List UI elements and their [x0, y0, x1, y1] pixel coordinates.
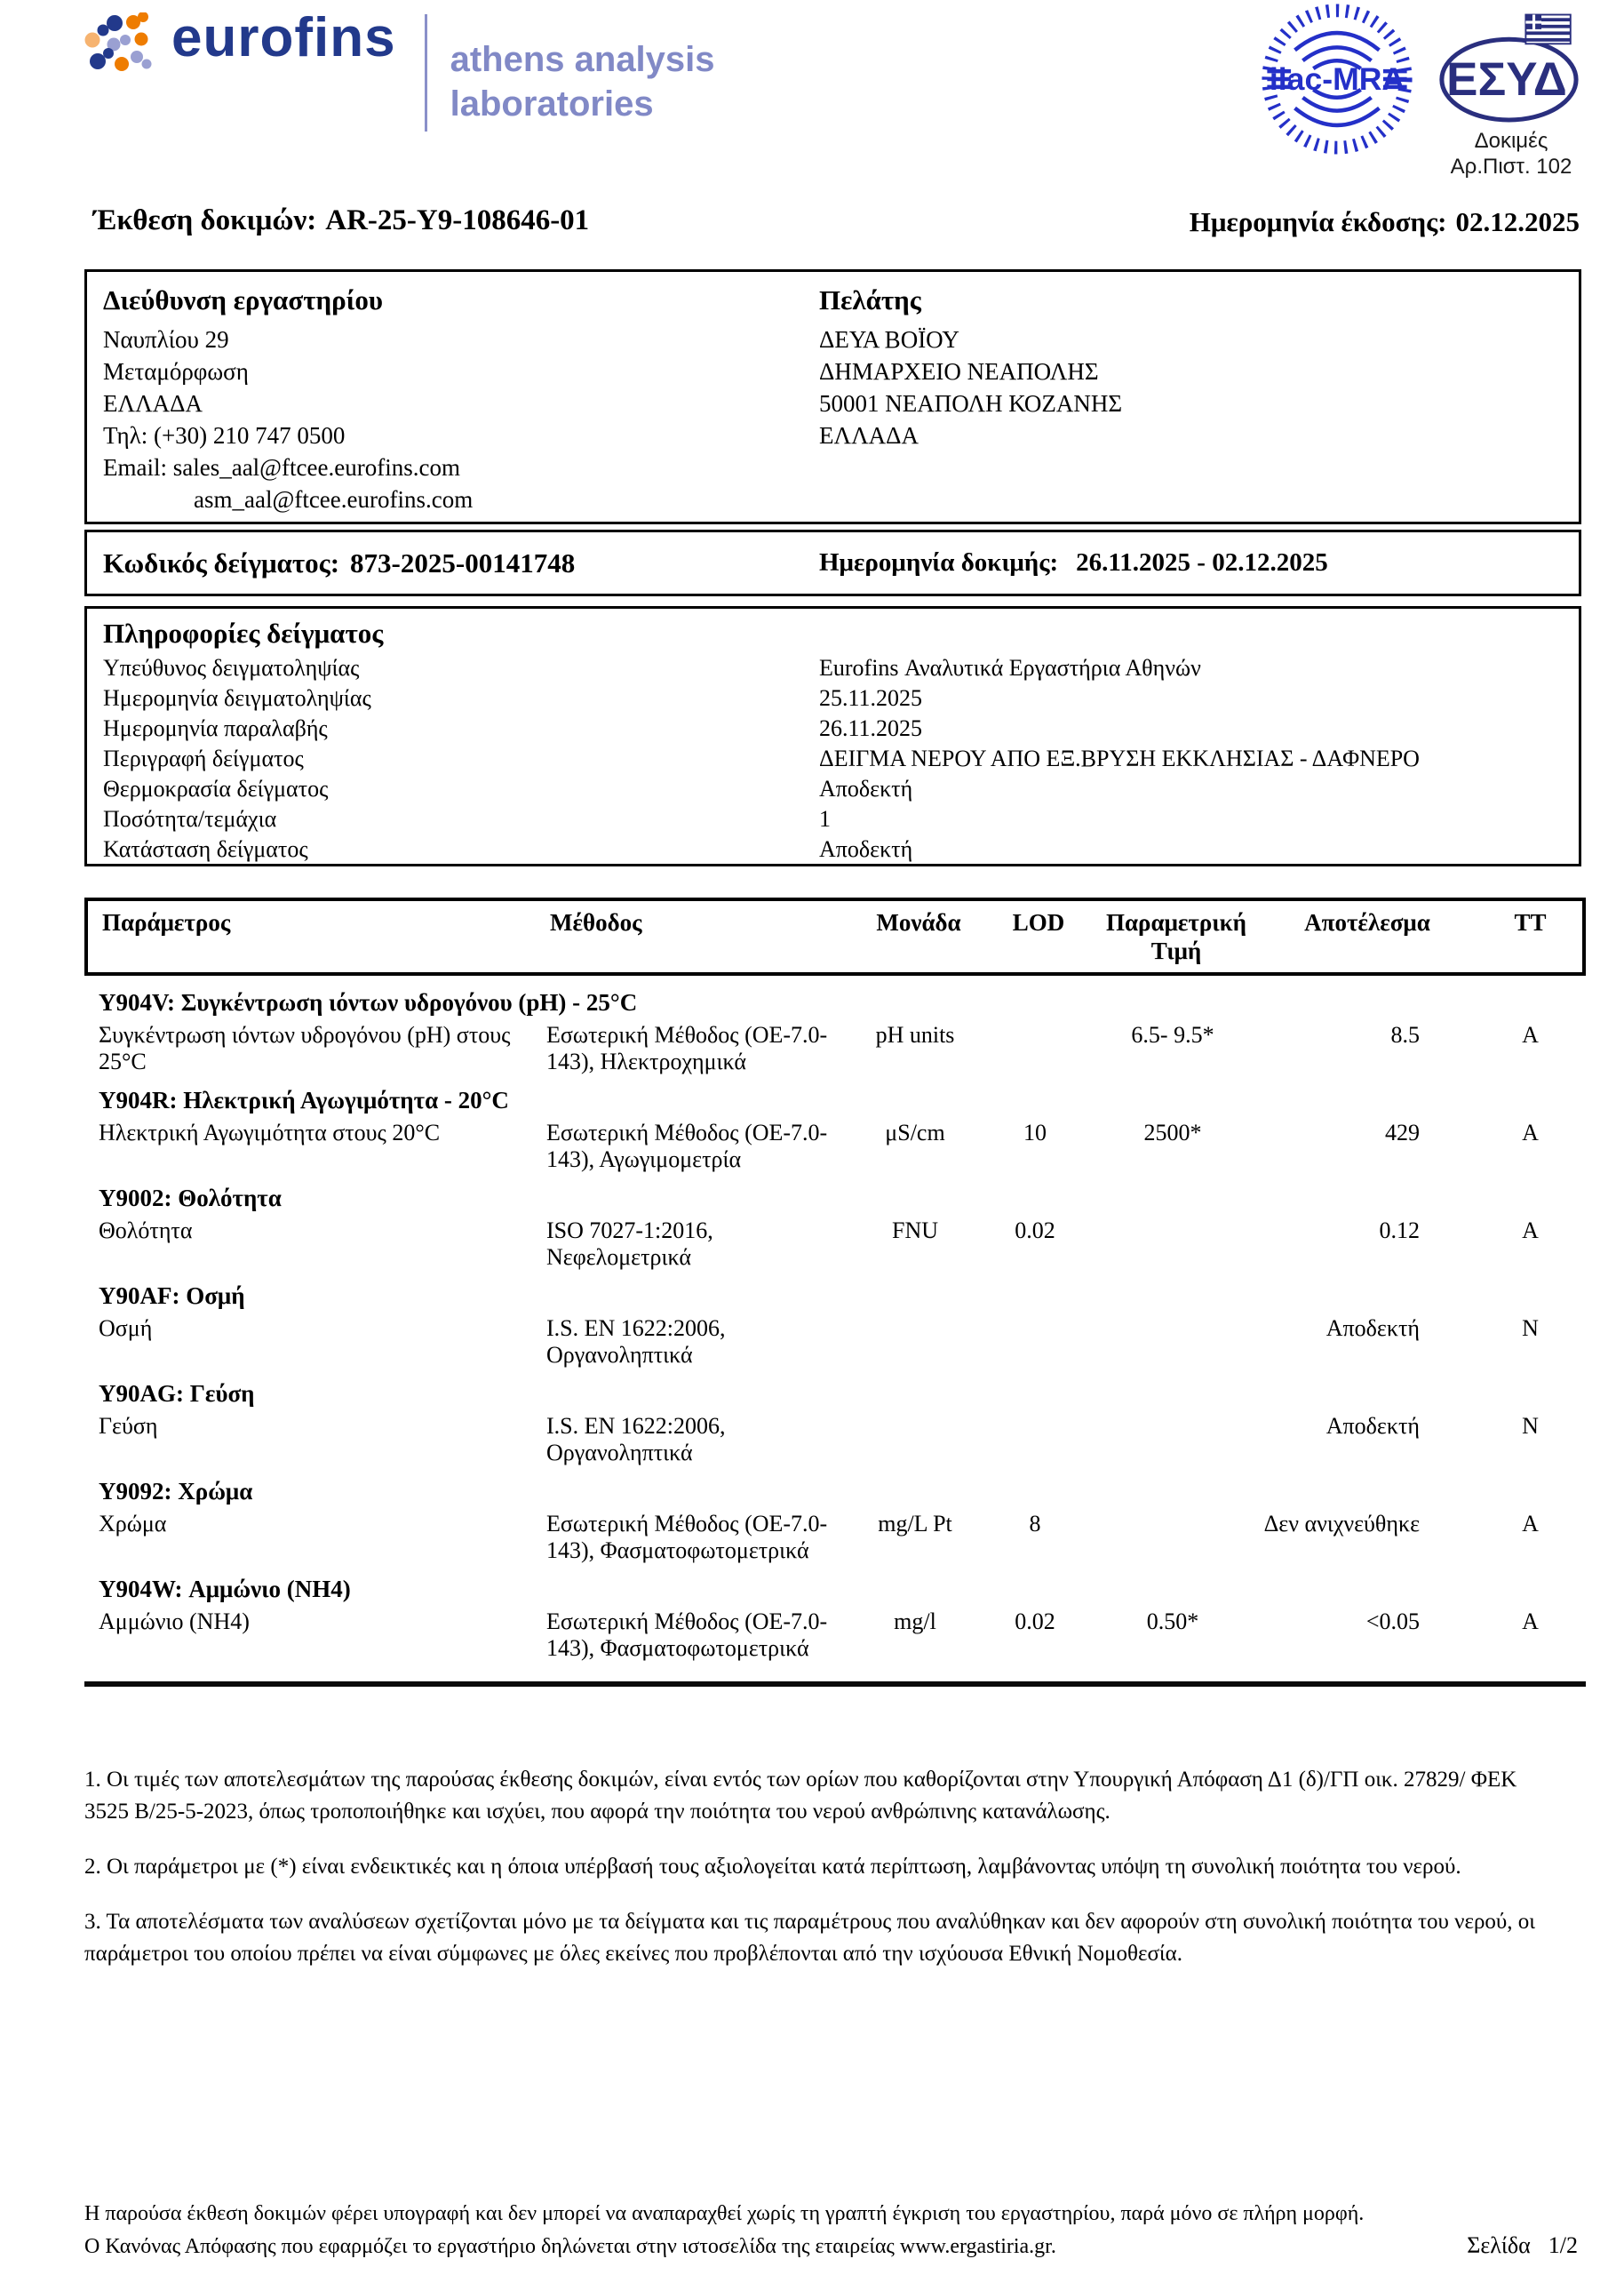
- column-header-lod: LOD: [1012, 909, 1065, 936]
- cell-method: Εσωτερική Μέθοδος (OE-7.0-143), Φασματοφωτομετρικά: [546, 1511, 828, 1563]
- cell-result: <0.05: [1365, 1608, 1420, 1634]
- cell-parameter: Χρώμα: [99, 1511, 167, 1537]
- report-number: AR-25-Y9-108646-01: [325, 204, 590, 236]
- sample-info-row: [103, 653, 1563, 683]
- cell-lod: 0.02: [1015, 1217, 1055, 1243]
- cell-result: 429: [1385, 1120, 1420, 1145]
- cell-parametric: 2500*: [1143, 1120, 1202, 1145]
- cell-parameter: Συγκέντρωση ιόντων υδρογόνου (pH) στους 25°C: [99, 1022, 511, 1074]
- page-number-label: Σελίδα: [1467, 2232, 1531, 2258]
- footer-disclaimer: [84, 2198, 1532, 2263]
- footer-line1: Η παρούσα έκθεση δοκιμών φέρει υπογραφή και δεν μπορεί να αναπαραχθεί χωρίς τη γραπτή έγκριση του εργαστηρίου, παρά μόνο σε πλήρη μορφή.: [84, 2202, 1365, 2225]
- parameter-group-title: Y9002: Θολότητα: [99, 1185, 282, 1211]
- sample-code-bar: [84, 530, 1581, 596]
- result-row: [84, 1608, 1586, 1662]
- cell-method: ISO 7027-1:2016, Νεφελομετρικά: [546, 1217, 713, 1270]
- ilac-mra-logo-icon: [1258, 0, 1416, 158]
- parameter-group-title: Y904V: Συγκέντρωση ιόντων υδρογόνου (pH) - 25°C: [99, 989, 638, 1016]
- cell-lod: [977, 1315, 1093, 1369]
- client-header: Πελάτης: [819, 284, 921, 315]
- result-row: [84, 1315, 1586, 1369]
- sample-info-value: 1: [819, 806, 831, 832]
- issue-date-value: 02.12.2025: [1455, 206, 1580, 237]
- sample-info-row: [103, 804, 1563, 834]
- cell-method: Εσωτερική Μέθοδος (OE-7.0-143), Ηλεκτροχημικά: [546, 1022, 828, 1074]
- cell-unit: μS/cm: [885, 1120, 945, 1145]
- sample-code: [103, 547, 819, 579]
- cell-lod: 10: [1023, 1120, 1047, 1145]
- cell-unit: mg/L Pt: [878, 1511, 952, 1537]
- accreditation-line1: Δοκιμές: [1474, 129, 1548, 153]
- result-row: [84, 1022, 1586, 1075]
- cell-parametric: 6.5- 9.5*: [1131, 1022, 1214, 1048]
- sample-info-label: Θερμοκρασία δείγματος: [103, 776, 329, 802]
- lab-address-block: [103, 284, 819, 515]
- sample-info-label: Ημερομηνία δειγματοληψίας: [103, 685, 371, 711]
- report-notes: [84, 1764, 1546, 1993]
- cell-tt: A: [1522, 1217, 1539, 1243]
- result-row: [84, 1217, 1586, 1271]
- cell-result: 0.12: [1379, 1217, 1420, 1243]
- cell-tt: A: [1522, 1120, 1539, 1145]
- footer-line2: Ο Κανόνας Απόφασης που εφαρμόζει το εργαστήριο δηλώνεται στην ιστοσελίδα της εταιρείας www.ergastiria.gr.: [84, 2235, 1056, 2258]
- sample-info-label: Ημερομηνία παραλαβής: [103, 715, 328, 741]
- client-line: ΔΗΜΑΡΧΕΙΟ ΝΕΑΠΟΛΗΣ: [819, 358, 1099, 385]
- cell-tt: A: [1522, 1608, 1539, 1634]
- result-row: [84, 1120, 1586, 1173]
- parameter-group-title: Y904W: Αμμώνιο (NH4): [99, 1576, 351, 1602]
- lab-address-line: Μεταμόρφωση: [103, 358, 249, 385]
- cell-parametric: [1093, 1315, 1253, 1369]
- sample-info-row: [103, 683, 1563, 714]
- sample-info-value: Αποδεκτή: [819, 836, 913, 862]
- cell-unit: mg/l: [894, 1608, 936, 1634]
- esyd-logo-icon: [1427, 12, 1596, 124]
- sample-info-value: Eurofins Αναλυτικά Εργαστήρια Αθηνών: [819, 655, 1201, 681]
- lab-email-secondary: asm_aal@ftcee.eurofins.com: [194, 486, 474, 513]
- issue-date: [1190, 206, 1580, 238]
- sample-info-value: ΔΕΙΓΜΑ ΝΕΡΟΥ ΑΠΟ ΕΞ.ΒΡΥΣΗ ΕΚΚΛΗΣΙΑΣ - ΔΑΦΝΕΡΟ: [819, 746, 1420, 771]
- lab-address-header: Διεύθυνση εργαστηρίου: [103, 284, 383, 315]
- sample-info-value: Αποδεκτή: [819, 776, 913, 802]
- cell-parameter: Αμμώνιο (NH4): [99, 1608, 250, 1634]
- sample-info-row: [103, 834, 1563, 865]
- note-3: 3. Τα αποτελέσματα των αναλύσεων σχετίζονται μόνο με τα δείγματα και τις παραμέτρους που αναλύθηκαν και δεν αφορούν στη συνολική ποιότητα του νερού, οι παράμετροι του οποίου πρέπει να είναι σύμφωνες με όλες εκείνες που προβλέπονται από την ισχύουσα Εθνική Νομοθεσία.: [84, 1910, 1536, 1966]
- test-date-value: 26.11.2025 - 02.12.2025: [1076, 548, 1328, 577]
- cell-method: Εσωτερική Μέθοδος (OE-7.0-143), Φασματοφωτομετρικά: [546, 1608, 828, 1661]
- sample-info-value: 25.11.2025: [819, 685, 923, 711]
- cell-lod: 0.02: [1015, 1608, 1055, 1634]
- accreditation-line2: Αρ.Πιστ. 102: [1450, 155, 1572, 179]
- cell-tt: N: [1522, 1315, 1539, 1341]
- column-header-tt: TT: [1514, 909, 1547, 936]
- sample-code-label: Κωδικός δείγματος:: [103, 547, 340, 579]
- cell-result: Αποδεκτή: [1325, 1315, 1420, 1341]
- cell-parameter: Οσμή: [99, 1315, 153, 1341]
- cell-lod: [977, 1022, 1093, 1075]
- client-line: ΔΕΥΑ ΒΟΪΟΥ: [819, 326, 959, 353]
- sample-info-label: Κατάσταση δείγματος: [103, 836, 308, 862]
- result-row: [84, 1511, 1586, 1564]
- result-row: [84, 1413, 1586, 1466]
- client-block: [819, 284, 1563, 515]
- sample-info-row: [103, 774, 1563, 804]
- cell-unit: [853, 1413, 977, 1466]
- note-2: 2. Οι παράμετροι με (*) είναι ενδεικτικές και η όποια υπέρβασή τους αξιολογείται κατά περίπτωση, λαμβάνοντας υπόψη τη συνολική ποιότητα του νερού.: [84, 1855, 1461, 1879]
- parameter-group-title: Y904R: Ηλεκτρική Αγωγιμότητα - 20°C: [99, 1087, 509, 1114]
- svg-text:ΕΣΥΔ: ΕΣΥΔ: [1446, 53, 1567, 107]
- cell-parametric: [1093, 1511, 1253, 1564]
- sample-info-value: 26.11.2025: [819, 715, 923, 741]
- cell-lod: [977, 1413, 1093, 1466]
- results-table: [84, 898, 1586, 1687]
- issue-date-label: Ημερομηνία έκδοσης:: [1189, 206, 1447, 237]
- cell-result: 8.5: [1390, 1022, 1420, 1048]
- cell-result: Αποδεκτή: [1325, 1413, 1420, 1439]
- logo-divider: [425, 14, 427, 132]
- note-1: 1. Οι τιμές των αποτελεσμάτων της παρούσας έκθεσης δοκιμών, είναι εντός των ορίων που καθορίζονται στην Υπουργική Απόφαση Δ1 (δ)/ΓΠ οικ. 27829/ ΦΕΚ 3525 Β/25-5-2023, όπως τροποποιήθηκε και ισχύει, που αφορά την ποιότητα του νερού ανθρώπινης κατανάλωσης.: [84, 1768, 1517, 1824]
- cell-unit: pH units: [875, 1022, 955, 1048]
- sample-info-label: Υπεύθυνος δειγματοληψίας: [103, 655, 360, 681]
- cell-lod: 8: [1029, 1511, 1041, 1537]
- accreditation-caption: [1451, 128, 1572, 180]
- cell-parameter: Θολότητα: [99, 1217, 193, 1243]
- parameter-group-title: Y9092: Χρώμα: [99, 1478, 253, 1505]
- cell-parametric: [1093, 1217, 1253, 1271]
- esyd-mark: [1427, 12, 1596, 180]
- cell-method: Εσωτερική Μέθοδος (OE-7.0-143), Αγωγιμομετρία: [546, 1120, 828, 1172]
- column-header-parameter: Παράμετρος: [102, 909, 231, 936]
- client-line: ΕΛΛΑΔΑ: [819, 422, 919, 449]
- cell-tt: A: [1522, 1022, 1539, 1048]
- page-number: [1467, 2232, 1578, 2259]
- parameter-group-title: Y90AF: Οσμή: [99, 1282, 245, 1309]
- certification-marks: [1258, 0, 1596, 180]
- report-title: [93, 204, 589, 237]
- report-title-label: Έκθεση δοκιμών:: [93, 204, 317, 236]
- cell-method: I.S. EN 1622:2006, Οργανοληπτικά: [546, 1315, 726, 1368]
- cell-tt: A: [1522, 1511, 1539, 1537]
- cell-result: Δεν ανιχνεύθηκε: [1263, 1511, 1420, 1537]
- eurofins-wordmark: eurofins: [171, 7, 396, 68]
- sub-brand-line1: athens analysis: [450, 40, 715, 79]
- cell-parametric: [1093, 1413, 1253, 1466]
- test-date: [819, 548, 1563, 578]
- cell-parameter: Γεύση: [99, 1413, 158, 1439]
- sample-info-label: Ποσότητα/τεμάχια: [103, 806, 277, 832]
- column-header-unit: Μονάδα: [876, 909, 961, 936]
- sub-brand-wordmark: [450, 5, 715, 126]
- address-client-box: [84, 269, 1581, 524]
- results-table-body: [84, 976, 1586, 1687]
- cell-unit: [853, 1315, 977, 1369]
- client-line: 50001 ΝΕΑΠΟΛΗ ΚΟΖΑΝΗΣ: [819, 390, 1123, 417]
- sample-code-value: 873-2025-00141748: [350, 547, 576, 579]
- svg-text:ilac-MRA: ilac-MRA: [1269, 60, 1405, 97]
- parameter-group-title: Y90AG: Γεύση: [99, 1380, 255, 1407]
- test-date-label: Ημερομηνία δοκιμής:: [819, 548, 1059, 577]
- cell-tt: N: [1522, 1413, 1539, 1439]
- results-table-header: [84, 898, 1586, 976]
- column-header-method: Μέθοδος: [550, 909, 642, 936]
- cell-parameter: Ηλεκτρική Αγωγιμότητα στους 20°C: [99, 1120, 441, 1145]
- eurofins-molecule-icon: [84, 12, 157, 82]
- cell-method: I.S. EN 1622:2006, Οργανοληπτικά: [546, 1413, 726, 1465]
- sub-brand-line2: laboratories: [450, 84, 654, 124]
- lab-phone: Τηλ: (+30) 210 747 0500: [103, 422, 346, 449]
- cell-unit: FNU: [891, 1217, 938, 1243]
- greek-flag-icon: [1525, 15, 1570, 44]
- sample-info-box: [84, 606, 1581, 866]
- cell-parametric: 0.50*: [1146, 1608, 1199, 1634]
- lab-address-line: ΕΛΛΑΔΑ: [103, 390, 203, 417]
- lab-address-line: Ναυπλίου 29: [103, 326, 229, 353]
- sample-info-header: Πληροφορίες δείγματος: [103, 618, 384, 649]
- column-header-result: Αποτέλεσμα: [1304, 909, 1430, 936]
- brand-logo: [84, 5, 715, 132]
- lab-email-primary: Email: sales_aal@ftcee.eurofins.com: [103, 454, 460, 481]
- page-number-value: 1/2: [1548, 2232, 1578, 2258]
- sample-info-row: [103, 714, 1563, 744]
- column-header-parametric: Παραμετρική Τιμή: [1105, 909, 1247, 964]
- sample-info-label: Περιγραφή δείγματος: [103, 746, 304, 771]
- sample-info-row: [103, 744, 1563, 774]
